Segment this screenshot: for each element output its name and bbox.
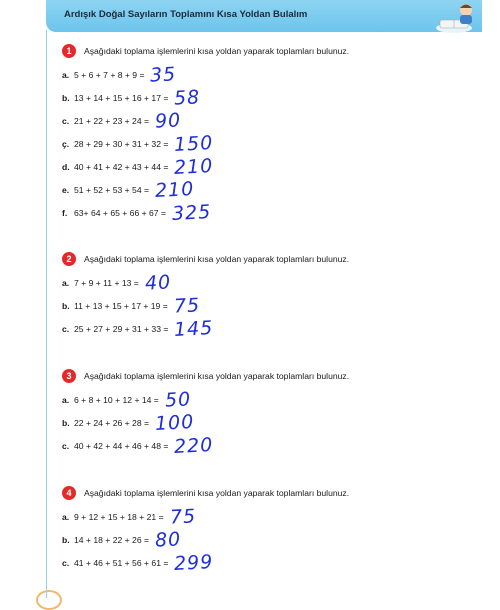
exercise-1-instruction <box>62 42 349 58</box>
handwritten-answer: 150 <box>173 131 215 157</box>
exercise-item <box>62 200 212 226</box>
handwritten-answer: 325 <box>171 200 212 226</box>
handwritten-answer: 100 <box>154 410 195 436</box>
exercise-3-instruction <box>62 367 349 383</box>
exercise-item <box>62 154 215 180</box>
exercise-2-instruction <box>62 250 349 266</box>
item-expression: 22 + 24 + 26 + 28 = <box>74 418 150 428</box>
item-expression: 51 + 52 + 53 + 54 = <box>74 185 150 195</box>
item-expression: 9 + 12 + 15 + 18 + 21 = <box>74 512 164 522</box>
exercise-item <box>62 131 215 157</box>
exercise-item <box>62 550 215 576</box>
exercise-number-badge: 4 <box>62 486 76 500</box>
exercise-item <box>62 316 215 342</box>
handwritten-answer: 90 <box>154 109 182 133</box>
handwritten-answer: 80 <box>154 528 182 552</box>
instruction-text: Aşağıdaki toplama işlemlerini kısa yoldan yaparak toplamları bulunuz. <box>84 253 350 264</box>
item-expression: 6 + 8 + 10 + 12 + 14 = <box>74 395 159 405</box>
reading-child-illustration <box>432 0 480 36</box>
handwritten-answer: 35 <box>149 63 178 87</box>
handwritten-answer: 145 <box>173 316 215 342</box>
item-letter: a. <box>62 512 70 522</box>
exercise-item <box>62 63 178 87</box>
item-expression: 40 + 42 + 44 + 46 + 48 = <box>74 441 169 451</box>
item-letter: d. <box>62 162 70 172</box>
handwritten-answer: 50 <box>164 388 192 412</box>
item-expression: 25 + 27 + 29 + 31 + 33 = <box>74 324 169 334</box>
handwritten-answer: 210 <box>173 154 215 180</box>
item-expression: 40 + 41 + 42 + 43 + 44 = <box>74 162 169 172</box>
item-letter: a. <box>62 278 70 288</box>
item-expression: 5 + 6 + 7 + 8 + 9 = <box>74 70 145 80</box>
handwritten-answer: 40 <box>144 271 172 295</box>
exercise-number-badge: 1 <box>62 44 76 58</box>
item-expression: 11 + 13 + 15 + 17 + 19 = <box>74 301 168 311</box>
item-expression: 21 + 22 + 23 + 24 = <box>74 116 150 126</box>
handwritten-answer: 58 <box>173 86 202 110</box>
item-letter: c. <box>62 558 70 568</box>
item-expression: 63+ 64 + 65 + 66 + 67 = <box>74 208 166 218</box>
item-letter: e. <box>62 185 70 195</box>
item-expression: 28 + 29 + 30 + 31 + 32 = <box>74 139 169 149</box>
item-letter: b. <box>62 301 70 311</box>
item-letter: a. <box>62 70 70 80</box>
exercise-item <box>62 177 195 203</box>
item-letter: ç. <box>62 139 70 149</box>
exercise-item <box>62 528 182 552</box>
item-letter: b. <box>62 93 70 103</box>
item-letter: c. <box>62 441 70 451</box>
item-letter: b. <box>62 418 70 428</box>
item-expression: 41 + 46 + 51 + 56 + 61 = <box>74 558 169 568</box>
exercise-item <box>62 109 182 133</box>
handwritten-answer: 220 <box>173 433 215 459</box>
exercise-item <box>62 271 172 295</box>
instruction-text: Aşağıdaki toplama işlemlerini kısa yoldan yaparak toplamları bulunuz. <box>84 487 350 498</box>
header-title: Ardışık Doğal Sayıların Toplamını Kısa Yoldan Bulalım <box>64 9 308 20</box>
handwritten-answer: 75 <box>173 294 201 318</box>
item-letter: c. <box>62 324 70 334</box>
header-banner <box>46 0 482 32</box>
exercise-number-badge: 3 <box>62 369 76 383</box>
item-letter: b. <box>62 535 70 545</box>
exercise-item <box>62 388 192 412</box>
exercise-4-instruction <box>62 484 349 500</box>
instruction-text: Aşağıdaki toplama işlemlerini kısa yoldan yaparak toplamları bulunuz. <box>84 370 350 381</box>
page-margin-line <box>46 30 47 598</box>
handwritten-answer: 299 <box>173 550 215 576</box>
exercise-item <box>62 294 201 318</box>
item-expression: 13 + 14 + 15 + 16 + 17 = <box>74 93 169 103</box>
item-letter: c. <box>62 116 70 126</box>
handwritten-answer: 75 <box>169 505 197 529</box>
exercise-item <box>62 433 215 459</box>
item-expression: 7 + 9 + 11 + 13 = <box>74 278 139 288</box>
exercise-item <box>62 410 195 436</box>
exercise-number-badge: 2 <box>62 252 76 266</box>
exercise-item <box>62 505 197 529</box>
handwritten-answer: 210 <box>154 177 195 203</box>
exercise-item <box>62 86 202 110</box>
item-expression: 14 + 18 + 22 + 26 = <box>74 535 150 545</box>
item-letter: f. <box>62 208 68 218</box>
page-corner-decoration <box>36 590 62 610</box>
instruction-text: Aşağıdaki toplama işlemlerini kısa yoldan yaparak toplamları bulunuz. <box>84 45 350 56</box>
item-letter: a. <box>62 395 70 405</box>
